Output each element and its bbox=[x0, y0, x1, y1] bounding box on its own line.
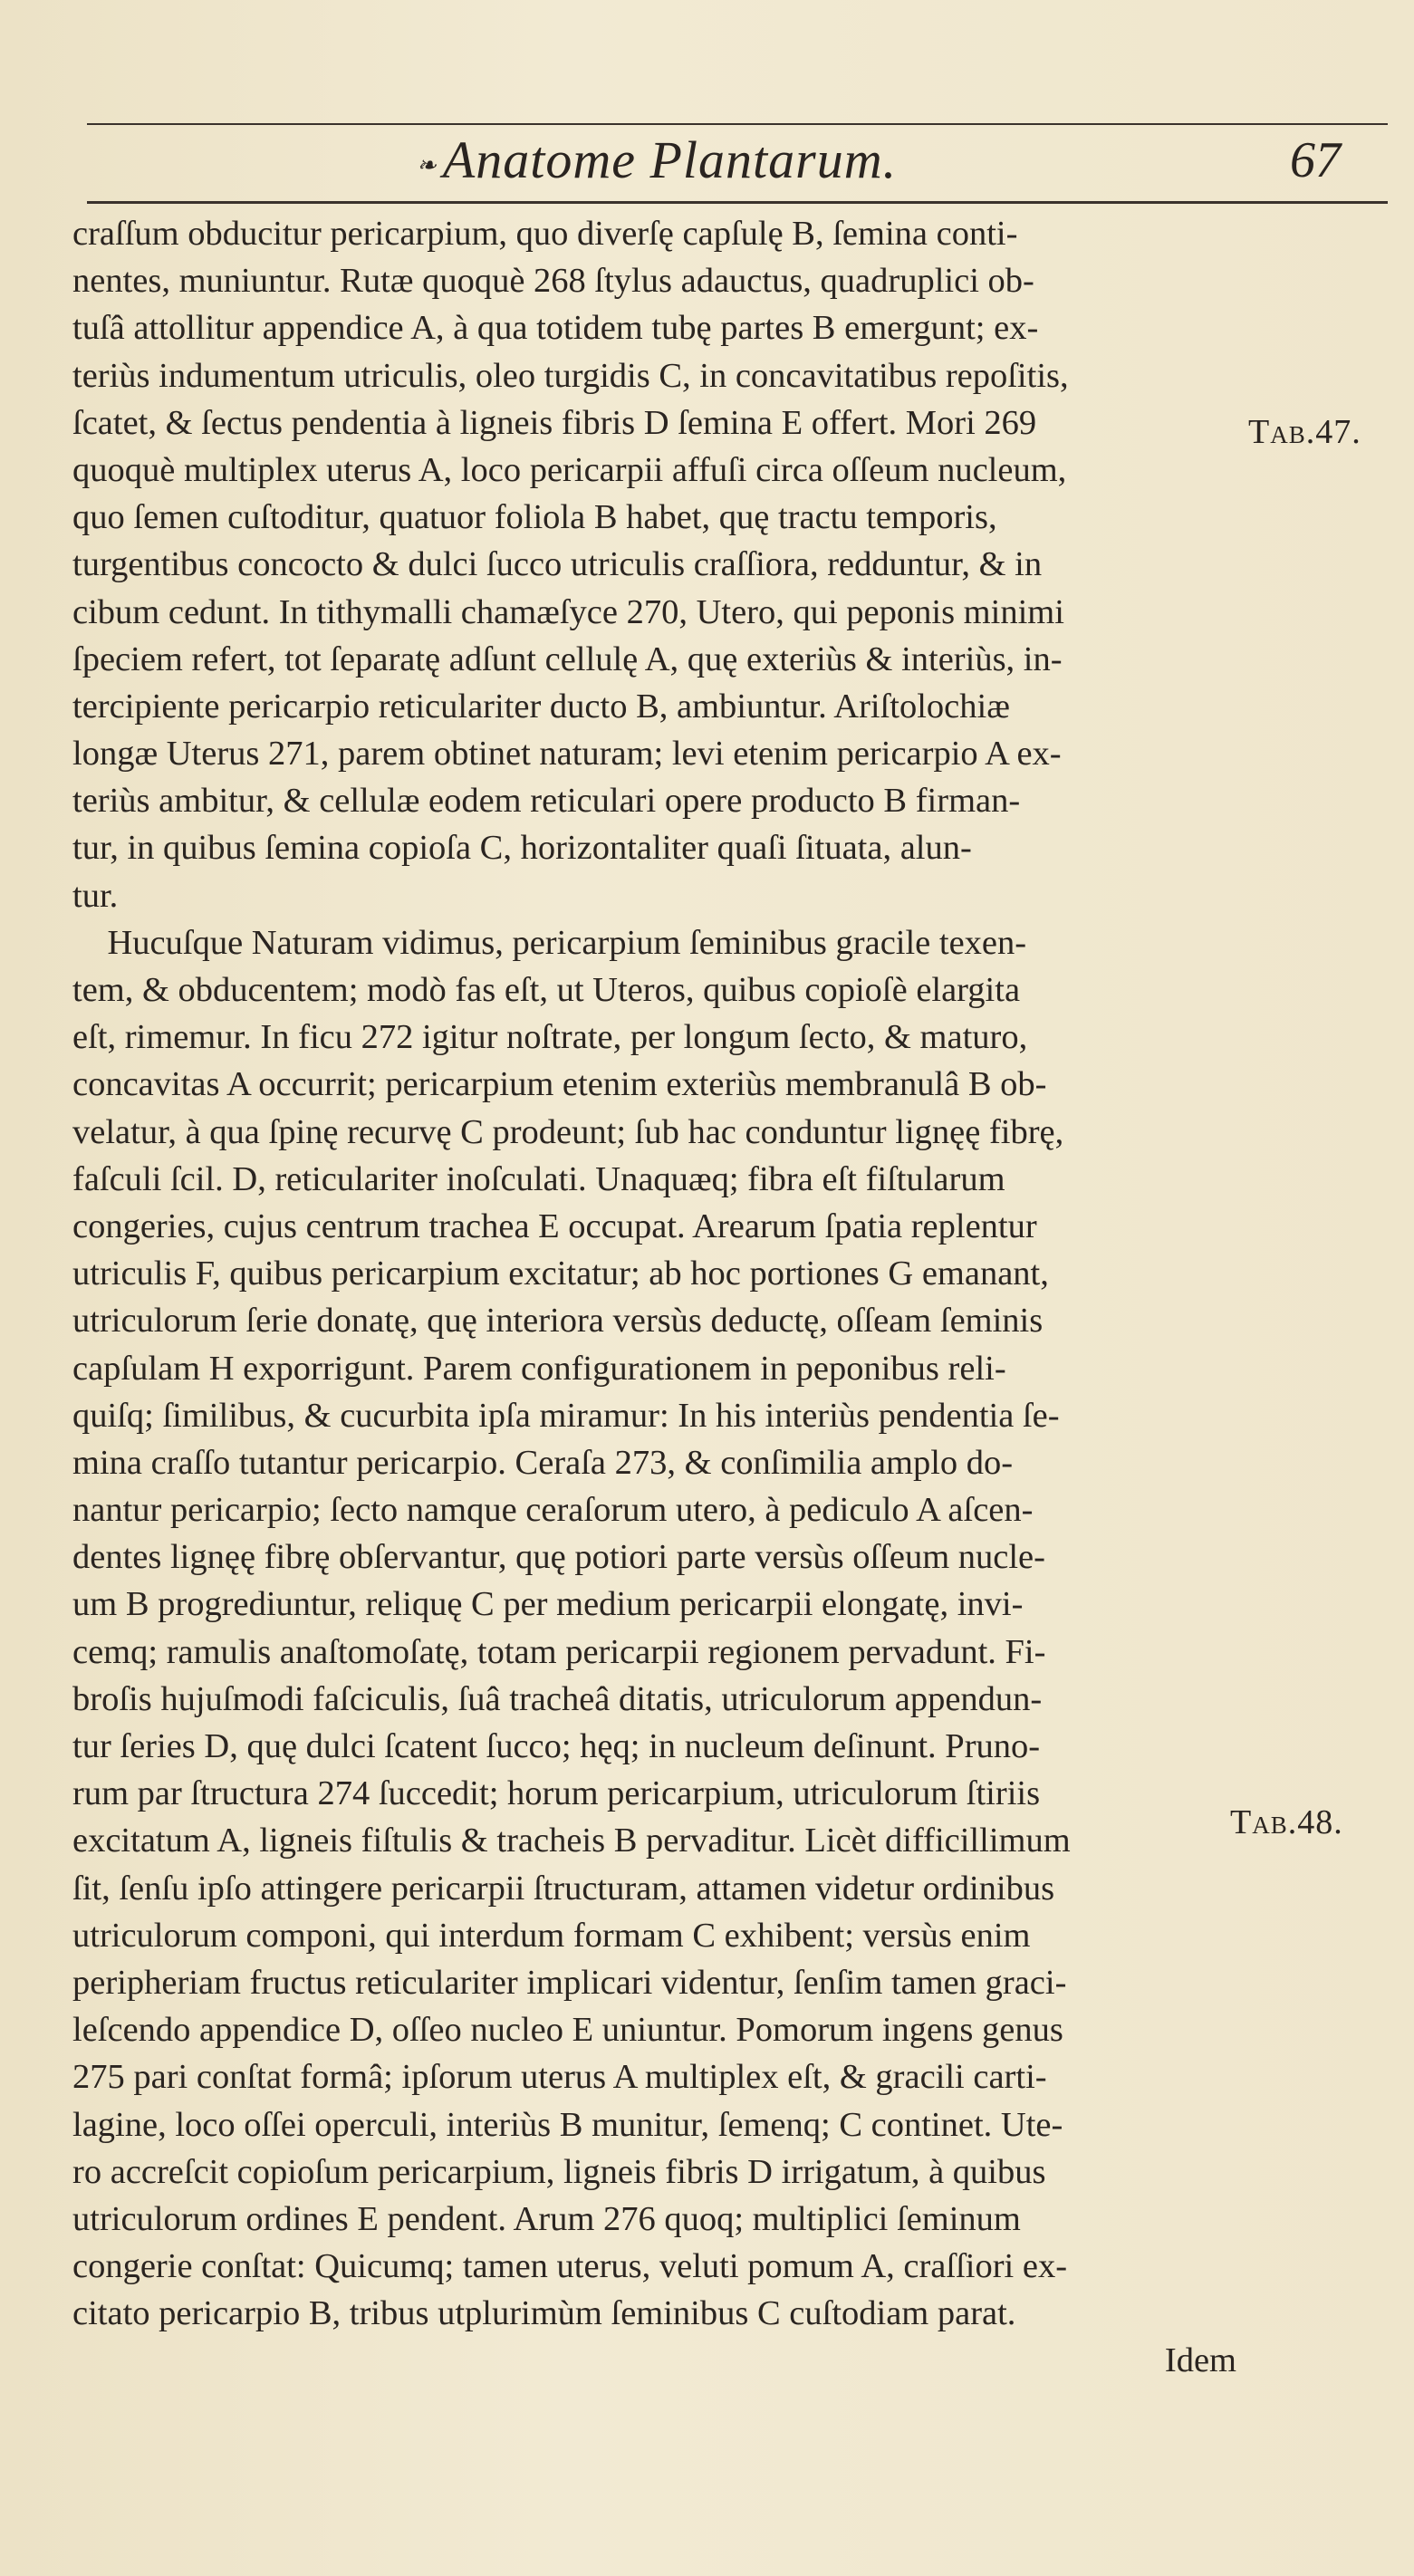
text-line: velatur, à qua ſpinę recurvę C prodeunt; ſub hac conduntur lignęę fibrę, bbox=[72, 1112, 1064, 1151]
margin-note-tab-48: Tab.48. bbox=[1230, 1803, 1343, 1841]
text-line: excitatum A, ligneis fiſtulis & tracheis B pervaditur. Licèt difficillimum bbox=[72, 1821, 1071, 1860]
text-line: eſt, rimemur. In ficu 272 igitur noſtrate, per longum ſecto, & maturo, bbox=[72, 1018, 1028, 1057]
text-line: tur ſeries D, quę dulci ſcatent ſucco; hęq; in nucleum deſinunt. Pruno- bbox=[72, 1727, 1041, 1765]
text-line: quo ſemen cuſtoditur, quatuor foliola B habet, quę tractu temporis, bbox=[72, 498, 997, 537]
text-line: turgentibus concocto & dulci ſucco utriculis craſſiora, redduntur, & in bbox=[72, 545, 1043, 584]
text-line: tur. bbox=[72, 876, 119, 915]
text-line: peripheriam fructus reticulariter implicari videntur, ſenſim tamen graci- bbox=[72, 1963, 1067, 2002]
text-line: quiſq; ſimilibus, & cucurbita ipſa miramur: In his interiùs pendentia ſe- bbox=[72, 1396, 1060, 1435]
text-line: quoquè multiplex uterus A, loco pericarpii affuſi circa oſſeum nucleum, bbox=[72, 450, 1067, 489]
catchword: Idem bbox=[1164, 2341, 1236, 2380]
margin-note-tab-47: Tab.47. bbox=[1248, 413, 1361, 451]
text-line: dentes lignęę fibrę obſervantur, quę potiori parte versùs oſſeum nucle- bbox=[72, 1538, 1045, 1577]
running-title bbox=[417, 130, 897, 190]
text-line: tur, in quibus ſemina copioſa C, horizontaliter quaſi ſituata, alun- bbox=[72, 829, 972, 868]
text-line: rum par ſtructura 274 ſuccedit; horum pericarpium, utriculorum ſtiriis bbox=[72, 1774, 1041, 1813]
text-line: longæ Uterus 271, parem obtinet naturam; levi etenim pericarpio A ex- bbox=[72, 735, 1062, 774]
text-line: lagine, loco oſſei operculi, interiùs B munitur, ſemenq; C continet. Ute- bbox=[72, 2105, 1063, 2144]
text-line: ſcatet, & ſectus pendentia à ligneis fibris D ſemina E offert. Mori 269 bbox=[72, 403, 1037, 442]
page-number: 67 bbox=[1290, 132, 1341, 188]
text-line: capſulam H exporrigunt. Parem configurationem in peponibus reli- bbox=[72, 1349, 1006, 1388]
text-line: um B progrediuntur, reliquę C per medium pericarpii elongatę, invi- bbox=[72, 1585, 1024, 1624]
text-line: broſis hujuſmodi faſciculis, ſuâ tracheâ ditatis, utriculorum appendun- bbox=[72, 1679, 1043, 1718]
header-rule-bottom bbox=[87, 201, 1388, 204]
text-line: tem, & obducentem; modò fas eſt, ut Uteros, quibus copioſè elargita bbox=[72, 971, 1021, 1009]
text-line: ro accreſcit copioſum pericarpium, ligneis fibris D irrigatum, à quibus bbox=[72, 2152, 1046, 2191]
text-line: utriculorum componi, qui interdum formam C exhibent; versùs enim bbox=[72, 1916, 1031, 1955]
running-title-text: Anatome Plantarum. bbox=[442, 130, 898, 189]
text-line: tuſâ attollitur appendice A, à qua totidem tubę partes B emergunt; ex- bbox=[72, 309, 1039, 348]
text-line: nentes, muniuntur. Rutæ quoquè 268 ſtylus adauctus, quadruplici ob- bbox=[72, 262, 1034, 301]
text-line: craſſum obducitur pericarpium, quo diverſę capſulę B, ſemina conti- bbox=[72, 215, 1018, 253]
text-line: ſpeciem refert, tot ſeparatę adſunt cellulę A, quę exteriùs & interiùs, in- bbox=[72, 639, 1063, 678]
text-line: utriculorum ſerie donatę, quę interiora versùs deductę, oſſeam ſeminis bbox=[72, 1302, 1044, 1341]
text-line: tercipiente pericarpio reticulariter ducto B, ambiuntur. Ariſtolochiæ bbox=[72, 687, 1010, 726]
text-line: utriculis F, quibus pericarpium excitatur; ab hoc portiones G emanant, bbox=[72, 1254, 1049, 1293]
text-line: utriculorum ordines E pendent. Arum 276 quoq; multiplici ſeminum bbox=[72, 2199, 1021, 2238]
text-line: mina craſſo tutantur pericarpio. Ceraſa 273, & conſimilia amplo do- bbox=[72, 1443, 1014, 1482]
text-line: concavitas A occurrit; pericarpium etenim exteriùs membranulâ B ob- bbox=[72, 1065, 1047, 1104]
text-line: ſit, ſenſu ipſo attingere pericarpii ſtructuram, attamen videtur ordinibus bbox=[72, 1869, 1055, 1908]
body-text bbox=[72, 210, 1236, 2385]
text-line: cemq; ramulis anaſtomoſatę, totam pericarpii regionem pervadunt. Fi- bbox=[72, 1632, 1046, 1671]
text-line: teriùs indumentum utriculis, oleo turgidis C, in concavitatibus repoſitis, bbox=[72, 356, 1069, 395]
header-rule bbox=[87, 123, 1388, 125]
fleuron-icon: ❧ bbox=[417, 151, 438, 178]
text-line: teriùs ambitur, & cellulæ eodem reticulari opere producto B firman- bbox=[72, 782, 1021, 821]
text-line: faſculi ſcil. D, reticulariter inoſculati. Unaquæq; fibra eſt fiſtularum bbox=[72, 1159, 1005, 1198]
text-line: congerie conſtat: Quicumq; tamen uterus, veluti pomum A, craſſiori ex- bbox=[72, 2247, 1068, 2286]
text-line: nantur pericarpio; ſecto namque ceraſorum utero, à pediculo A aſcen- bbox=[72, 1491, 1034, 1530]
text-line: congeries, cujus centrum trachea E occupat. Arearum ſpatia replentur bbox=[72, 1206, 1037, 1245]
text-line: citato pericarpio B, tribus utplurimùm ſeminibus C cuſtodiam parat. bbox=[72, 2294, 1016, 2333]
text-line: Hucuſque Naturam vidimus, pericarpium ſeminibus gracile texen- bbox=[72, 923, 1027, 962]
text-line: cibum cedunt. In tithymalli chamæſyce 270, Utero, qui peponis minimi bbox=[72, 592, 1064, 631]
text-line: leſcendo appendice D, oſſeo nucleo E uniuntur. Pomorum ingens genus bbox=[72, 2011, 1063, 2050]
text-line: 275 pari conſtat formâ; ipſorum uterus A multiplex eſt, & gracili carti- bbox=[72, 2058, 1047, 2097]
